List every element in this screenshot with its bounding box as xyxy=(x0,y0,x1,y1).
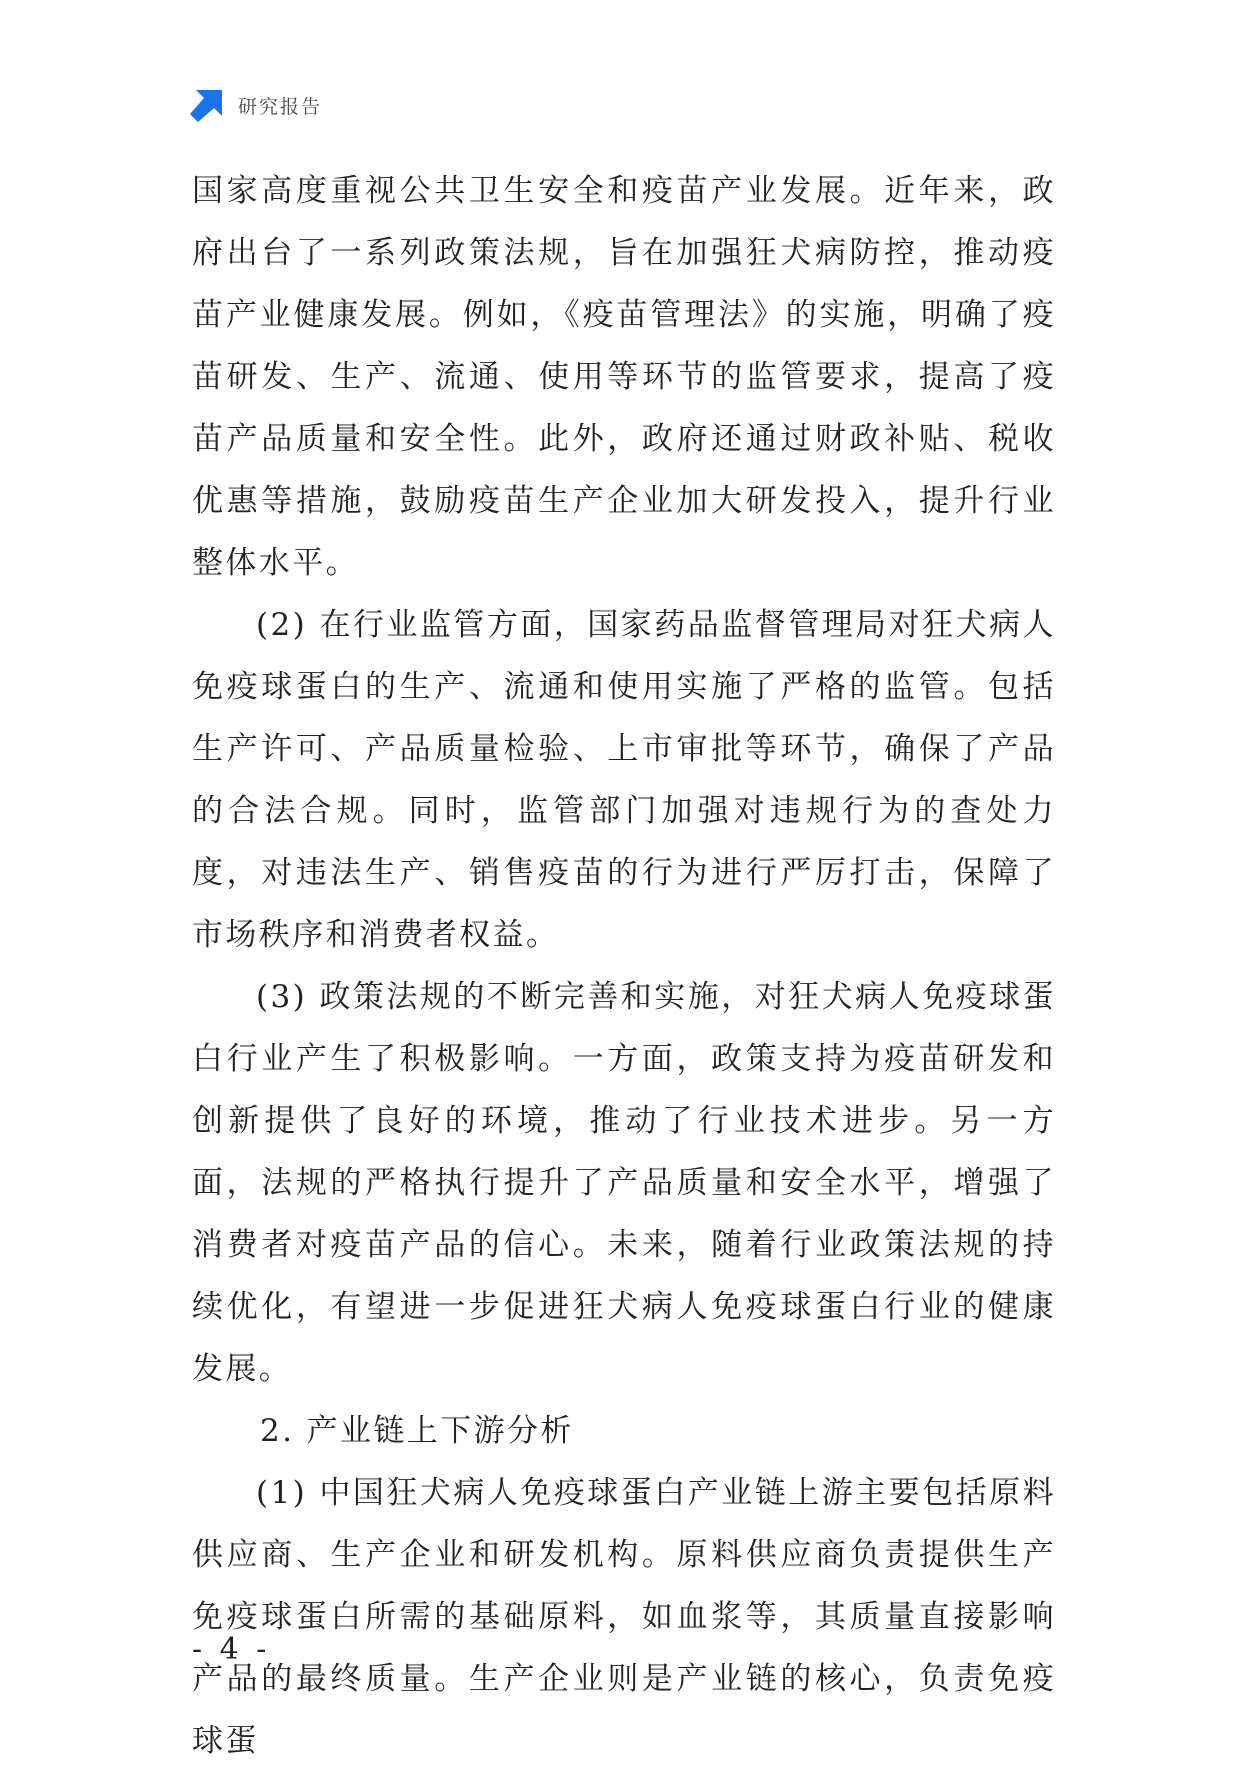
page-number: - 4 - xyxy=(192,1632,271,1667)
header-title: 研究报告 xyxy=(238,95,323,118)
paragraph-regulation: (2) 在行业监管方面，国家药品监督管理局对狂犬病人免疫球蛋白的生产、流通和使用实施了严格的监管。包括生产许可、产品质量检验、上市审批等环节，确保了产品的合法合规。同时，监管部门加强对违规行为的查处力度，对违法生产、销售疫苗的行为进行严厉打击，保障了市场秩序和消费者权益。 xyxy=(192,607,1056,953)
paragraph-policy: 国家高度重视公共卫生安全和疫苗产业发展。近年来，政府出台了一系列政策法规，旨在加强狂犬病防控，推动疫苗产业健康发展。例如，《疫苗管理法》的实施，明确了疫苗研发、生产、流通、使用等环节的监管要求，提高了疫苗产品质量和安全性。此外，政府还通过财政补贴、税收优惠等措施，鼓励疫苗生产企业加大研发投入，提升行业整体水平。 xyxy=(192,173,1056,581)
section-heading: 2. 产业链上下游分析 xyxy=(260,1413,574,1449)
document-body xyxy=(192,160,1056,1772)
page-header xyxy=(190,88,322,122)
arrow-up-right-logo-icon xyxy=(190,88,224,122)
paragraph-impact: (3) 政策法规的不断完善和实施，对狂犬病人免疫球蛋白行业产生了积极影响。一方面，政策支持为疫苗研发和创新提供了良好的环境，推动了行业技术进步。另一方面，法规的严格执行提升了产品质量和安全水平，增强了消费者对疫苗产品的信心。未来，随着行业政策法规的持续优化，有望进一步促进狂犬病人免疫球蛋白行业的健康发展。 xyxy=(192,979,1056,1387)
paragraph-upstream: (1) 中国狂犬病人免疫球蛋白产业链上游主要包括原料供应商、生产企业和研发机构。原料供应商负责提供生产免疫球蛋白所需的基础原料，如血浆等，其质量直接影响产品的最终质量。生产企业则是产业链的核心，负责免疫球蛋 xyxy=(192,1475,1056,1759)
